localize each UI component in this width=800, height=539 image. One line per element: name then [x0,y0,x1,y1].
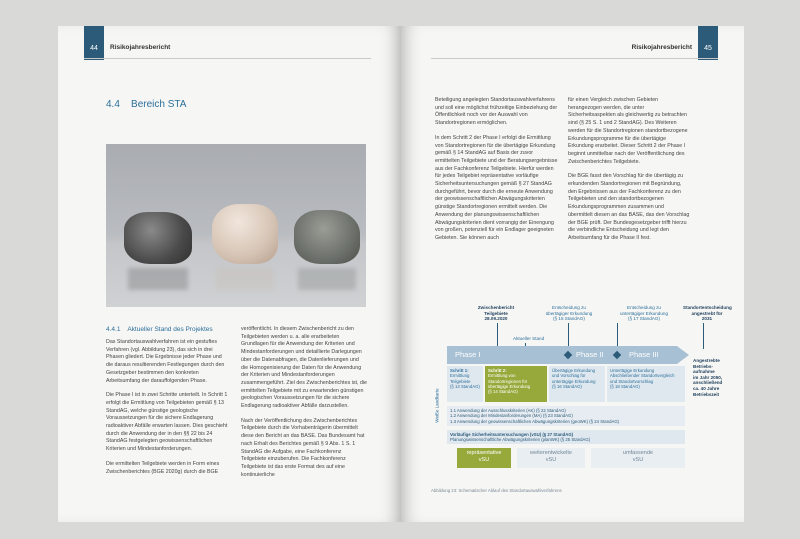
vsu-line: vSU [545,456,557,463]
milestone-interim-report [471,305,521,322]
text-column-2 [241,326,367,479]
milestone-surface-exploration-decision [535,305,603,322]
paragraph: Beteiligung angelegten Standortauswahlverfahrens und soll eine möglichst frühzeitige Einbeziehung der Öffentlichkeit noch vor der Auswahl von Standortregionen ermöglichen. [435,97,558,127]
criteria-line: 1.1 Anwendung der Ausschlusskriterien (AK) (§ 22 StandAG) [450,408,566,413]
vsu-line: umfassende [623,450,653,456]
box-line: und Vorschlag für [552,373,586,379]
three-rock-samples-photo [106,144,366,307]
page-number: 44 [90,45,98,52]
side-label-text: Weiße Landkarte [434,387,440,423]
note-line: anschließend [693,380,723,386]
step-2-box [485,366,547,402]
phase-3-box [607,366,685,402]
note-line: Angestrebte [693,358,720,363]
note-line: Betriebszeit [693,391,720,397]
milestone-line: untertägiger Erkundung [619,310,668,316]
text-column-1 [435,97,559,243]
vsu-line: weiterentwickelte [530,450,572,456]
box-line: (§ 16 StandAG) [552,383,582,389]
paragraph: veröffentlicht. In diesem Zwischenbericht zu den Teilgebieten werden u. a. alle erarbeiteten Grundlagen für die Anwendung der Kriterien und Mindestanforderungen und detaillierte Darlegungen über die Datenabfragen, die Datenlieferungen und die Homogenisierung der Daten für die Anwendung der Kriterien und Mindestanforderungen zusammengeführt. Ziel des Zwischenberichtes ist, die ermittelten Teilgebiete mit zu erwartenden günstigen geologischen Voraussetzungen für die sichere Endlagerung radioaktiver Abfälle darzustellen. [241,326,368,410]
milestone-line: Entscheidung zu [552,305,586,310]
paragraph: Die ermittelten Teilgebiete werden in Form eines Zwischenberichtes (BGE 2020g) durch die BGE [106,460,220,475]
section-title [106,99,186,110]
running-head: Risikojahresbericht [631,44,692,51]
milestone-site-decision [683,305,731,322]
grey-rock [294,210,360,264]
box-line: Ermittlung [450,373,470,379]
vsu-line: repräsentative [466,450,502,456]
box-line: (§ 18 StandAG) [610,383,640,389]
milestone-line: Teilgebiete [484,310,508,316]
milestone-line-marker [497,323,498,348]
vsu-header-box [447,430,685,444]
current-status-label: Aktueller Stand [513,336,545,341]
milestone-line: (§ 17 StandAG) [628,316,660,322]
box-line: und Standortvorschlag [610,378,653,384]
rock-reflection [216,268,274,290]
rock-reflection [128,268,188,290]
milestone-line-marker [617,323,618,346]
paragraph: Das Standortauswahlverfahren ist ein gestuftes Verfahren (vgl. Abbildung 23), das sich in drei Phasen gliedert. Die Ergebnisse jeder Phase und die daraus resultierenden Festlegungen durch den Gesetzgeber bestimmen den konkreten Arbeitsumfang der darauffolgenden Phase. [106,339,225,384]
site-selection-process-diagram [431,302,731,490]
milestone-line: übertägiger Erkundung [545,310,593,316]
box-line: untertägige Erkundung [552,378,596,384]
section-number: 4.4 [106,99,120,110]
box-line: Übertägige Erkundung [552,368,595,373]
paragraph: In dem Schritt 2 der Phase I erfolgt die Ermittlung von Standortregionen für die übertägige Erkundung gemäß § 14 StandAG auf Basis der zuvor ermittelten Teilgebiete und der Beratungsergebnisse aus der Fachkonferenz Teilgebiete. Hierfür werden für jedes Teilgebiet repräsentative vorläufige Sicherheitsuntersuchungen gemäß § 27 StandAG durchgeführt, bevor durch die erneute Anwendung der geowissenschaftlichen Abwägungskriterien günstige Standortregionen ermittelt werden. Die Anwendung der planungswissenschaftlichen Abwägungskriterien dient vorrangig der Einengung von großen, potenziell für ein Endlager geeigneten Gebieten. Sie können auch [435,134,558,241]
milestone-line: angestrebt für [691,310,723,316]
subsection-name: Aktueller Stand des Projektes [127,326,213,333]
vsu-representative-box [457,448,511,468]
phase-2-label: Phase II [576,350,604,359]
milestone-line: (§ 15 StandAG) [553,316,585,322]
figure-caption: Abbildung 23: Schematischer Ablauf des Standortauswahlverfahrens [431,488,562,493]
box-line: (§ 13 StandAG) [450,383,480,389]
phase-2-box [549,366,605,402]
page-number-tab [84,26,104,60]
box-line: übertägige Erkundung [488,383,531,389]
note-line: aufnahme [693,369,715,375]
box-line: Abschließender Standortvergleich [610,373,675,379]
running-head: Risikojahresbericht [110,44,171,51]
paragraph: Die Phase I ist in zwei Schritte unterteilt. In Schritt 1 erfolgt die Ermittlung von Teilgebieten gemäß § 13 StandAG, welche günstige geologische Voraussetzungen für die sichere Endlagerung radioaktiver Abfälle erwarten lassen. Dies geschieht durch die Anwendung der in den §§ 22 bis 24 StandAG festgelegten geowissenschaftlichen Kriterien und Mindestanforderungen. [106,392,228,453]
box-line: Standortregionen für [488,378,528,384]
vsu-comprehensive-box [591,448,685,468]
paragraph: Nach der Veröffentlichung des Zwischenberichtes Teilgebiete durch die Vorhabenträgerin übermittelt diese den Bericht an das BASE. Das Bundesamt hat nach Erhalt des Berichtes gemäß § 9 Abs. 1 S. 1 StandAG die Aufgabe, eine Fachkonferenz Teilgebiete einzuberufen. Die Fachkonferenz Teilgebiete ist das erste Format des auf eine kontinuierliche [241,417,365,478]
left-page [58,26,401,522]
milestone-line: Standortentscheidung [683,305,732,310]
rock-reflection [298,268,356,290]
milestone-line: 2031 [701,316,713,322]
operation-start-note [693,358,731,397]
right-page [401,26,744,522]
vsu-header-line: Vorläufige Sicherheitsuntersuchungen (vSU) (§ 27 StandAG) [450,432,574,437]
milestone-line: Entscheidung zu [627,305,661,310]
note-line: im Jahr 2050, [693,374,723,380]
text-column-2 [568,97,690,243]
subsection-number: 4.4.1 [106,326,121,333]
header-rule [84,58,371,59]
page-number: 45 [704,45,712,52]
text-column-1 [106,339,230,476]
vsu-line: vSU [632,456,644,463]
vsu-advanced-box [517,448,585,468]
milestone-underground-exploration-decision [609,305,679,322]
box-line: Ermittlung von [488,373,516,379]
note-line: ca. 40 Jahre [693,385,720,391]
box-line: Schritt 1: [450,368,469,373]
phase-3-label: Phase III [629,350,659,359]
box-line: Untertägige Erkundung [610,368,655,373]
vsu-line: vSU [478,456,490,463]
page-number-tab [698,26,718,60]
box-line: (§ 14 StandAG) [488,389,518,395]
box-line: Teilgebiete [450,378,471,384]
vsu-header-line: Planungswissenschaftliche Abwägungskriterien (planWK) (§ 25 StandAG) [450,437,591,443]
milestone-line: 28.09.2020 [484,316,508,322]
phase-1-label: Phase I [455,350,481,359]
step-1-box [447,366,483,402]
milestone-line-marker [703,323,704,349]
note-line: Betriebs- [693,363,713,369]
section-name: Bereich STA [131,99,187,110]
box-line: Schritt 2: [488,368,507,373]
light-granite-rock [212,204,278,264]
criteria-line: 1.2 Anwendung der Mindestanforderungen (MA) (§ 23 StandAG) [450,413,573,419]
subsection-title [106,326,213,333]
white-map-side-label [431,364,443,446]
dark-rock [124,212,192,264]
criteria-line: 1.3 Anwendung der geowissenschaftlichen Abwägungskriterien (geoWK) (§ 24 StandAG) [450,418,620,424]
milestone-line-marker [568,323,569,346]
header-rule [431,58,718,59]
milestone-line: Zwischenbericht [477,305,515,310]
paragraph: für einen Vergleich zwischen Gebieten herangezogen werden, die unter Sicherheitsaspekten als gleichwertig zu betrachten sind (§ 25 S. 1 und 2 StandAG). Des Weiteren werden für die Standortregionen standortbezogene Erkundungsprogramme für die übertägige Erkundung erarbeitet. Dieser Schritt 2 der Phase I beginnt unmittelbar nach der Veröffentlichung des Zwischenberichtes Teilgebiete. [568,97,688,165]
paragraph: Die BGE fasst den Vorschlag für die übertägig zu erkundenden Standortregionen mit Begründung, den Ergebnissen aus der Fachkonferenz zu den Teilgebieten und den standortbezogenen Erkundungsprogrammen zusammen und übermittelt diesen an das BASE, das den Vorschlag der BGE prüft. Der Bundesgesetzgeber trifft hierzu die verbindliche Entscheidung und legt den Arbeitsumfang für die Phase II fest. [568,173,690,241]
book-spread [58,26,744,522]
criteria-box [447,406,685,426]
